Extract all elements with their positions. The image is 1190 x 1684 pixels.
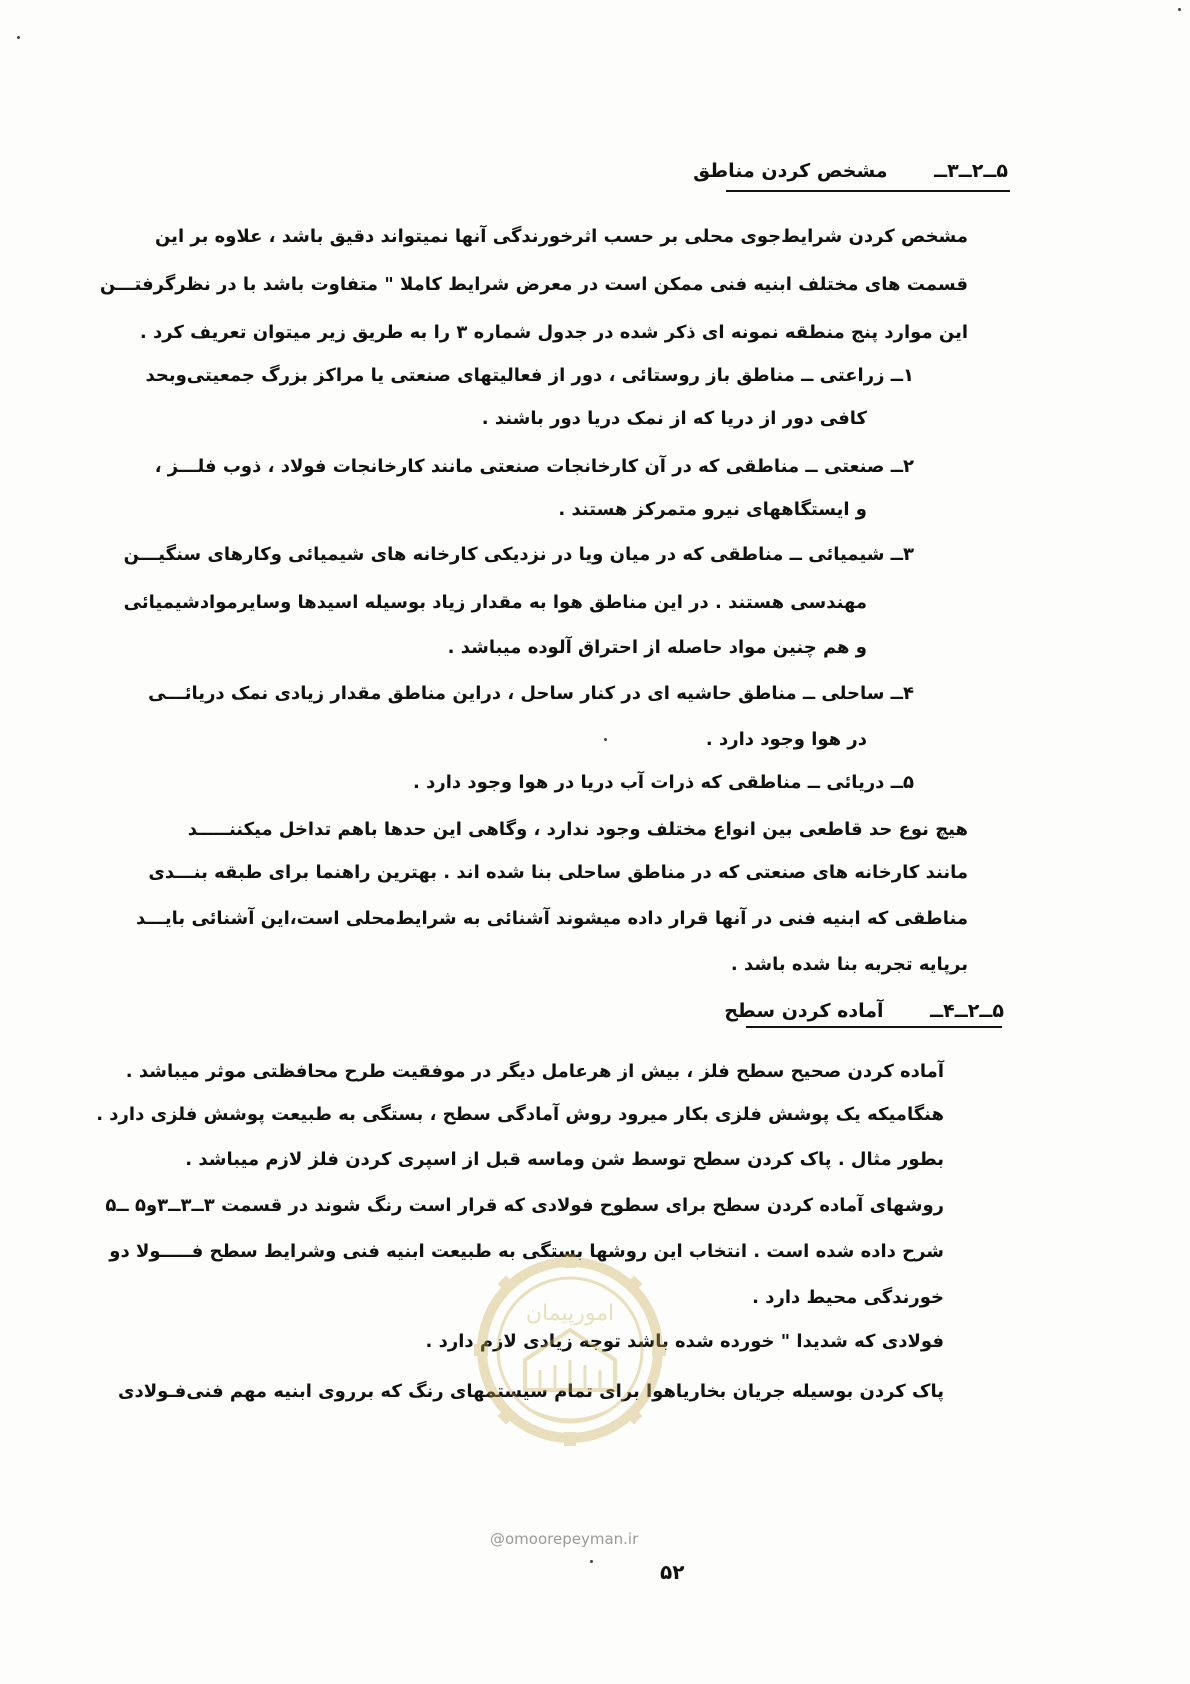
body-line: روشهای آماده کردن سطح برای سطوح فولادی که قرار است رنگ شوند در قسمت ۳ــ۳ــ۳و۵ ــ۵ xyxy=(105,1195,944,1216)
list-item-continuation: مهندسی هستند . در این مناطق هوا به مقدار زیاد بوسیله اسیدها وسایرموادشیمیائی xyxy=(123,592,867,613)
body-line: فولادی که شدیدا " خورده شده باشد توجه زیادی لازم دارد . xyxy=(425,1331,944,1352)
heading-underline xyxy=(726,190,1010,192)
list-item: ۱ــ زراعتی ــ مناطق باز روستائی ، دور از فعالیتهای صنعتی یا مراکز بزرگ جمعیتی‌وبحد xyxy=(145,365,914,386)
body-line: بطور مثال . پاک کردن سطح توسط شن وماسه قبل از اسپری کردن فلز لازم میباشد . xyxy=(185,1149,944,1170)
section-number: ۵ــ۲ــ۴ــ xyxy=(930,1000,1004,1022)
body-line: این موارد پنج منطقه نمونه ای ذکر شده در جدول شماره ۳ را به طریق زیر میتوان تعریف کرد . xyxy=(139,322,968,343)
list-item: ۵ــ دریائی ــ مناطقی که ذرات آب دریا در هوا وجود دارد . xyxy=(413,772,914,793)
list-item: ۲ــ صنعتی ــ مناطقی که در آن کارخانجات صنعتی مانند کارخانجات فولاد ، ذوب فلـــز ، xyxy=(154,456,914,477)
watermark-emblem xyxy=(470,1240,670,1470)
body-line: مناطقی که ابنیه فنی در آنها قرار داده میشوند آشنائی به شرایط‌محلی است،این آشنائی بایـــد xyxy=(136,908,968,929)
section-heading-1 xyxy=(693,160,1008,182)
watermark-emblem-text: امورپیمان xyxy=(525,1301,615,1326)
list-item: ۳ــ شیمیائی ــ مناطقی که در میان ویا در نزدیکی کارخانه های شیمیائی وکارهای سنگیـــن xyxy=(123,544,914,565)
section-title: مشخص کردن مناطق xyxy=(693,160,888,182)
body-line: قسمت های مختلف ابنیه فنی ممکن است در معرض شرایط کاملا " متفاوت باشد با در نظرگرفتـــن xyxy=(99,274,968,295)
scan-speck xyxy=(604,738,607,741)
list-item: ۴ــ ساحلی ــ مناطق حاشیه ای در کنار ساحل ، دراین مناطق مقدار زیادی نمک دریائـــی xyxy=(148,683,914,704)
body-line: پاک کردن بوسیله جریان بخاریاهوا برای تمام سیستمهای رنگ که برروی ابنیه مهم فنی‌فـولادی xyxy=(117,1381,944,1402)
list-item-continuation: کافی دور از دریا که از نمک دریا دور باشند . xyxy=(481,408,867,429)
scan-speck xyxy=(590,1560,593,1563)
body-line: برپایه تجربه بنا شده باشد . xyxy=(730,954,968,975)
body-line: هیچ نوع حد قاطعی بین انواع مختلف وجود ندارد ، وگاهی این حدها باهم تداخل میکننـــــد xyxy=(187,819,968,840)
section-number: ۵ــ۲ــ۳ــ xyxy=(934,160,1008,182)
body-line: هنگامیکه یک پوشش فلزی بکار میرود روش آمادگی سطح ، بستگی به طبیعت پوشش فلزی دارد . xyxy=(96,1104,944,1125)
body-line: شرح داده شده است . انتخاب این روشها بستگی به طبیعت ابنیه فنی وشرایط سطح فـــــولا دو xyxy=(109,1241,944,1262)
body-line: آماده کردن صحیح سطح فلز ، بیش از هرعامل دیگر در موفقیت طرح محافظتی موثر میباشد . xyxy=(125,1061,944,1082)
heading-underline xyxy=(746,1026,1002,1028)
page-number: ۵۲ xyxy=(660,1560,685,1584)
body-line: مشخص کردن شرایط‌جوی محلی بر حسب اثرخورندگی آنها نمیتواند دقیق باشد ، علاوه بر این xyxy=(154,226,968,247)
section-title: آماده کردن سطح xyxy=(724,1000,884,1022)
list-item-continuation: در هوا وجود دارد . xyxy=(705,729,867,750)
section-heading-2 xyxy=(724,1000,1004,1022)
watermark-url: @omoorepeyman.ir xyxy=(490,1530,639,1548)
scan-speck xyxy=(1178,8,1181,11)
body-line: مانند کارخانه های صنعتی که در مناطق ساحلی بنا شده اند . بهترین راهنما برای طبقه بنـــدی xyxy=(148,862,968,883)
body-line: خورندگی محیط دارد . xyxy=(752,1287,944,1308)
list-item-continuation: و هم چنین مواد حاصله از احتراق آلوده میباشد . xyxy=(447,637,867,658)
list-item-continuation: و ایستگاههای نیرو متمرکز هستند . xyxy=(558,499,867,520)
scan-speck xyxy=(17,36,20,39)
